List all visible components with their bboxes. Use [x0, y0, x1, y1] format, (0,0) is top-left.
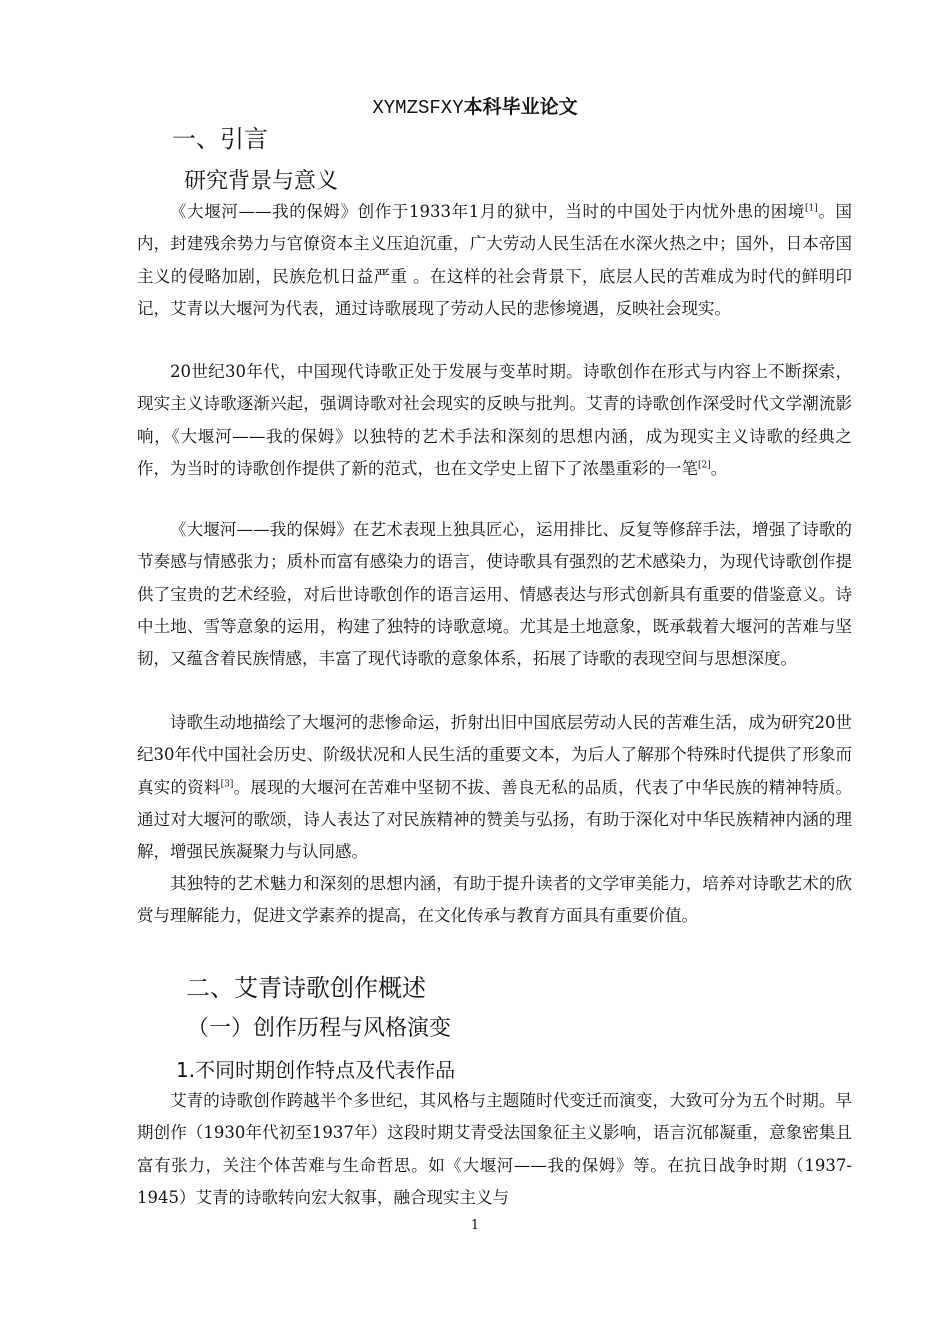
paragraph-3-text: 《大堰河——我的保姆》在艺术表现上独具匠心，运用排比、反复等修辞手法，增强了诗歌的节奏感与情感张力；质朴而富有感染力的语言，使诗歌具有强烈的艺术感染力，为现代诗歌创作提供了宝贵的艺术经验，对后世诗歌创作的语言运用、情感表达与形式创新具有重要的借鉴意义。诗中土地、雪等意象的运用，构建了独特的诗歌意境。尤其是土地意象，既承载着大堰河的苦难与坚韧，又蕴含着民族情感，丰富了现代诗歌的意象体系，拓展了诗歌的表现空间与思想深度。 — [137, 520, 852, 669]
paragraph-4-text-b: 。展现的大堰河在苦难中坚韧不拔、善良无私的品质，代表了中华民族的精神特质。通过对大堰河的歌颂，诗人表达了对民族精神的赞美与弘扬，有助于深化对中华民族精神内涵的理解，增强民族凝聚力与认同感。 — [137, 777, 853, 862]
citation-ref-2: [2] — [698, 460, 711, 471]
paragraph-6 — [137, 1085, 852, 1214]
paragraph-5 — [137, 868, 852, 933]
paragraph-2-text-b: 。 — [710, 458, 728, 478]
paragraph-4-text-a: 诗歌生动地描绘了大堰河的悲惨命运，折射出旧中国底层劳动人民的苦难生活，成为研究20世纪30年代中国社会历史、阶级状况和人民生活的重要文本，为后人了解那个特殊时代提供了形象而真实的资料 — [137, 713, 852, 797]
paragraph-6-text: 艾青的诗歌创作跨越半个多世纪，其风格与主题随时代变迁而演变，大致可分为五个时期。早期创作（1930年代初至1937年）这段时期艾青受法国象征主义影响，语言沉郁凝重，意象密集且富有张力，关注个体苦难与生命哲思。如《大堰河——我的保姆》等。在抗日战争时期（1937-1945）艾青的诗歌转向宏大叙事，融合现实主义与 — [137, 1091, 852, 1207]
citation-ref-3: [3] — [220, 779, 234, 790]
paragraph-2-text-a: 20世纪30年代，中国现代诗歌正处于发展与变革时期。诗歌创作在形式与内容上不断探索，现实主义诗歌逐渐兴起，强调诗歌对社会现实的反映与批判。艾青的诗歌创作深受时代文学潮流影响，《大堰河——我的保姆》以独特的艺术手法和深刻的思想内涵，成为现实主义诗歌的经典之作，为当时的诗歌创作提供了新的范式，也在文学史上留下了浓墨重彩的一笔 — [137, 362, 852, 478]
page-number: 1 — [470, 1218, 480, 1233]
paragraph-5-text: 其独特的艺术魅力和深刻的思想内涵，有助于提升读者的文学审美能力，培养对诗歌艺术的欣赏与理解能力，促进文学素养的提高，在文化传承与教育方面具有重要价值。 — [137, 874, 852, 926]
header-thesis-label: 本科毕业论文 — [463, 96, 578, 118]
paragraph-1-text-a: 《大堰河——我的保姆》创作于1933年1月的狱中，当时的中国处于内忧外患的困境 — [170, 202, 806, 221]
paragraph-1 — [137, 196, 852, 325]
running-header — [0, 92, 950, 123]
header-school-code: XYMZSFXY — [372, 97, 464, 119]
paragraph-2 — [137, 356, 852, 485]
section-2-heading: 二、艾青诗歌创作概述 — [186, 974, 426, 1002]
paragraph-3 — [137, 514, 852, 675]
citation-ref-1: [1] — [805, 203, 818, 214]
section-1-heading: 一、引言 — [172, 125, 268, 153]
section-1-subheading: 研究背景与意义 — [184, 169, 339, 194]
section-2-subsubheading: 1.不同时期创作特点及代表作品 — [176, 1058, 456, 1082]
paragraph-4 — [137, 707, 852, 868]
paragraph-1-text-b: 。国内，封建残余势力与官僚资本主义压迫沉重，广大劳动人民生活在水深火热之中；国外，日本帝国主义的侵略加剧，民族危机日益严重 。在这样的社会背景下，底层人民的苦难成为时代的鲜明印记，艾青以大堰河为代表，通过诗歌展现了劳动人民的悲惨境遇，反映社会现实。 — [137, 202, 852, 318]
section-2-subheading: （一）创作历程与风格演变 — [187, 1016, 452, 1041]
